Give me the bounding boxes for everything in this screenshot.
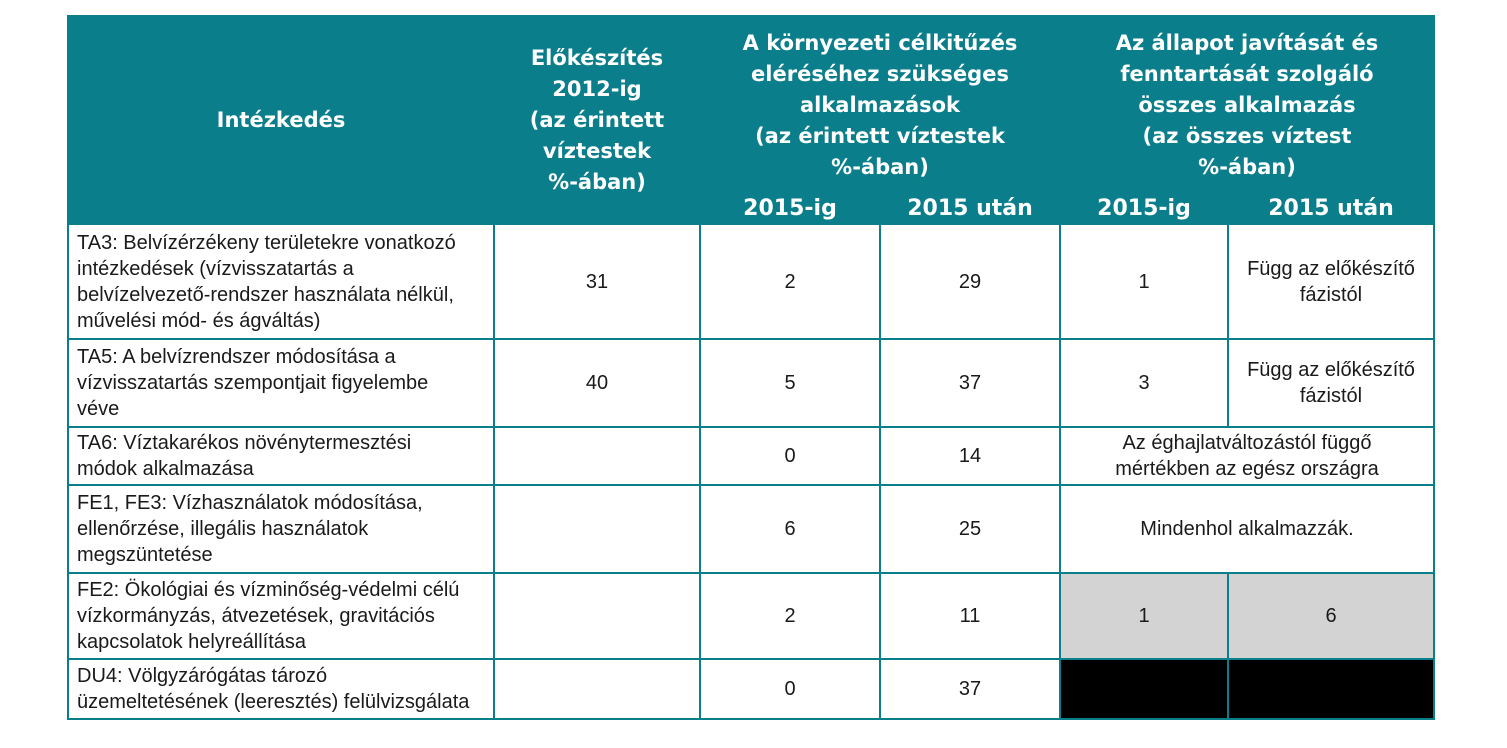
header-preparation [494, 16, 700, 224]
prep-value: 31 [494, 224, 700, 339]
measure-label-line: TA5: A belvízrendszer módosítása a [77, 346, 396, 368]
env-until-value: 2 [700, 573, 880, 659]
measure-label-line: FE2: Ökológiai és vízminőség-védelmi célú [77, 579, 460, 601]
measure-label [68, 427, 494, 485]
measure-label-line: módok alkalmazása [77, 458, 254, 480]
measure-label-line: TA6: Víztakarékos növénytermesztési [77, 432, 412, 454]
measure-label-line: belvízelvezető-rendszer használata nélkül, [77, 283, 454, 306]
env-until-value: 2 [700, 224, 880, 339]
env-until-value: 5 [700, 339, 880, 427]
measure-label-line: kapcsolatok helyreállítása [77, 631, 307, 653]
table-row [68, 659, 1434, 719]
measure-label-line: ellenőrzése, illegális használatok [77, 518, 369, 540]
env-after-value: 25 [880, 485, 1060, 573]
measure-label-line: FE1, FE3: Vízhasználatok módosítása, [77, 492, 423, 514]
header-environmental-line: eléréséhez szükséges [751, 61, 1009, 86]
all-after-value: 6 [1228, 573, 1434, 659]
all-merged-line: mértékben az egész országra [1115, 458, 1379, 480]
measure-label-line: TA3: Belvízérzékeny területekre vonatkozó [77, 231, 456, 254]
all-after-line: fázistól [1299, 385, 1363, 407]
header-preparation-line: víztestek [542, 138, 652, 163]
subheader-env-after-2015: 2015 után [880, 194, 1060, 224]
header-environmental-line: %-ában) [831, 154, 929, 179]
prep-value: 40 [494, 339, 700, 427]
all-merged-value [1060, 427, 1434, 485]
subheader-env-until-2015: 2015-ig [700, 194, 880, 224]
header-measure: Intézkedés [68, 16, 494, 224]
all-merged-line: Mindenhol alkalmazzák. [1140, 518, 1354, 540]
measure-label-line: megszüntetése [77, 544, 213, 566]
header-all-applications-line: összes alkalmazás [1138, 92, 1356, 117]
measure-label [68, 659, 494, 719]
env-after-value: 37 [880, 339, 1060, 427]
table-row [68, 485, 1434, 573]
all-until-value: 1 [1060, 573, 1228, 659]
header-environmental-goal [700, 16, 1060, 194]
all-after-line: Függ az előkészítő [1247, 359, 1415, 381]
header-preparation-line: 2012-ig [552, 76, 642, 101]
env-after-value: 37 [880, 659, 1060, 719]
all-merged-value [1060, 485, 1434, 573]
measure-label-line: véve [77, 398, 120, 420]
all-until-blacked-cell [1060, 659, 1228, 719]
env-after-value: 29 [880, 224, 1060, 339]
measure-label [68, 339, 494, 427]
table-row [68, 224, 1434, 339]
table-row [68, 339, 1434, 427]
measure-label [68, 224, 494, 339]
all-until-value: 1 [1060, 224, 1228, 339]
all-until-value: 3 [1060, 339, 1228, 427]
measures-table [67, 15, 1435, 720]
prep-value [494, 659, 700, 719]
header-environmental-line: (az érintett víztestek [755, 123, 1005, 148]
all-merged-line: Az éghajlatváltozástól függő [1122, 432, 1372, 454]
header-environmental-line: alkalmazások [799, 92, 961, 117]
all-after-line: Függ az előkészítő [1247, 257, 1415, 280]
env-after-value: 14 [880, 427, 1060, 485]
measure-label-line: DU4: Völgyzárógátas tározó [77, 665, 328, 687]
measures-table-container [67, 15, 1433, 720]
header-environmental-line: A környezeti célkitűzés [742, 30, 1018, 55]
env-until-value: 0 [700, 659, 880, 719]
all-after-value [1228, 224, 1434, 339]
measure-label-line: üzemeltetésének (leeresztés) felülvizsgálata [77, 691, 470, 713]
all-after-blacked-cell [1228, 659, 1434, 719]
all-after-line: fázistól [1299, 283, 1363, 306]
table-row [68, 427, 1434, 485]
env-until-value: 6 [700, 485, 880, 573]
measure-label-line: vízvisszatartás szempontjait figyelembe [77, 372, 429, 394]
all-after-value [1228, 339, 1434, 427]
header-preparation-line: Előkészítés [530, 45, 664, 70]
header-preparation-line: %-ában) [548, 169, 646, 194]
env-after-value: 11 [880, 573, 1060, 659]
measure-label-line: művelési mód- és ágváltás) [77, 309, 321, 332]
header-all-applications [1060, 16, 1434, 194]
header-all-applications-line: %-ában) [1198, 154, 1296, 179]
measure-label [68, 485, 494, 573]
env-until-value: 0 [700, 427, 880, 485]
header-all-applications-line: (az összes víztest [1142, 123, 1352, 148]
measure-label [68, 573, 494, 659]
prep-value [494, 485, 700, 573]
header-all-applications-line: fenntartását szolgáló [1120, 61, 1374, 86]
table-row [68, 573, 1434, 659]
prep-value [494, 573, 700, 659]
header-preparation-line: (az érintett [529, 107, 665, 132]
header-all-applications-line: Az állapot javítását és [1115, 30, 1379, 55]
subheader-all-after-2015: 2015 után [1228, 194, 1434, 224]
subheader-all-until-2015: 2015-ig [1060, 194, 1228, 224]
measure-label-line: intézkedések (vízvisszatartás a [77, 257, 354, 280]
measure-label-line: vízkormányzás, átvezetések, gravitációs [77, 605, 435, 627]
prep-value [494, 427, 700, 485]
